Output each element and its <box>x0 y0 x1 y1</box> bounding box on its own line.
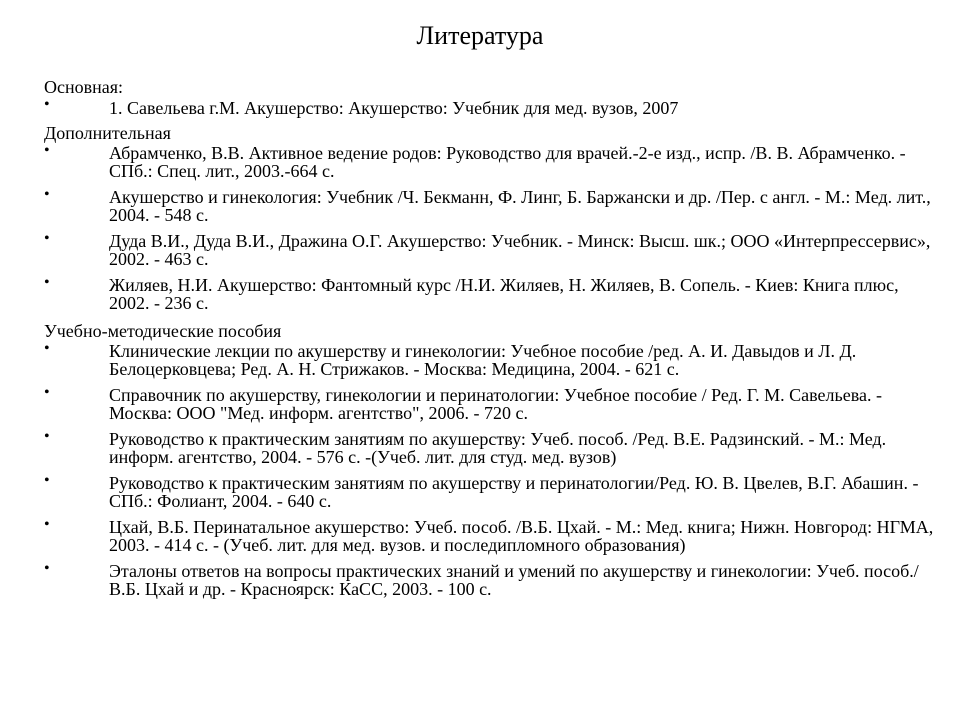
list-item-text: Дуда В.И., Дуда В.И., Дражина О.Г. Акушерство: Учебник. - Минск: Высш. шк.; ООО «Интерпрессервис», 2002. - 463 с. <box>109 231 931 269</box>
list-item <box>44 232 934 268</box>
bullet-icon: • <box>44 516 50 533</box>
bullet-icon: • <box>44 384 50 401</box>
section-heading-main: Основная: <box>44 77 124 97</box>
main-literature-list <box>44 98 934 118</box>
list-item-text: Цхай, В.Б. Перинатальное акушерство: Учеб. пособ. /В.Б. Цхай. - М.: Мед. книга; Нижн. Новгород: НГМА, 2003. - 414 с. - (Учеб. лит. для мед. вузов. и последипломного образования) <box>109 517 934 555</box>
list-item-text: Абрамченко, В.В. Активное ведение родов: Руководство для врачей.-2-е изд., испр. /В. В. Абрамченко. - СПб.: Спец. лит., 2003.-664 с. <box>109 143 906 181</box>
bullet-icon: • <box>44 472 50 489</box>
list-item <box>44 518 934 554</box>
list-item <box>44 144 934 180</box>
list-item <box>44 342 934 378</box>
list-item-text: Эталоны ответов на вопросы практических знаний и умений по акушерству и гинекологии: Учеб. пособ./ В.Б. Цхай и др. - Красноярск: КаСС, 2003. - 100 с. <box>109 561 919 599</box>
additional-literature-list <box>44 144 934 312</box>
bullet-icon: • <box>44 186 50 203</box>
section-heading-additional: Дополнительная <box>44 123 171 143</box>
list-item <box>44 562 934 598</box>
bullet-icon: • <box>44 274 50 291</box>
bullet-icon: • <box>44 230 50 247</box>
bullet-icon: • <box>44 96 50 113</box>
list-item-text: Клинические лекции по акушерству и гинекологии: Учебное пособие /ред. А. И. Давыдов и Л. Д. Белоцерковцева; Ред. А. Н. Стрижаков. - Москва: Медицина, 2004. - 621 с. <box>109 341 857 379</box>
list-item-text: Акушерство и гинекология: Учебник /Ч. Бекманн, Ф. Линг, Б. Баржански и др. /Пер. с англ. - М.: Мед. лит., 2004. - 548 с. <box>109 187 931 225</box>
bullet-icon: • <box>44 428 50 445</box>
bullet-icon: • <box>44 560 50 577</box>
bullet-icon: • <box>44 340 50 357</box>
bibliography-content <box>44 76 934 606</box>
list-item <box>44 474 934 510</box>
page-title: Литература <box>416 21 544 50</box>
list-item <box>44 430 934 466</box>
list-item <box>44 386 934 422</box>
list-item-text: 1. Савельева г.М. Акушерство: Акушерство: Учебник для мед. вузов, 2007 <box>109 98 679 118</box>
list-item <box>44 188 934 224</box>
list-item <box>44 276 934 312</box>
list-item-text: Руководство к практическим занятиям по акушерству и перинатологии/Ред. Ю. В. Цвелев, В.Г. Абашин. - СПб.: Фолиант, 2004. - 640 с. <box>109 473 919 511</box>
section-heading-methodical: Учебно-методические пособия <box>44 321 282 341</box>
list-item-text: Справочник по акушерству, гинекологии и перинатологии: Учебное пособие / Ред. Г. М. Савельева. - Москва: ООО "Мед. информ. агентство", 2006. - 720 с. <box>109 385 882 423</box>
bullet-icon: • <box>44 142 50 159</box>
list-item <box>44 98 934 118</box>
list-item-text: Руководство к практическим занятиям по акушерству: Учеб. пособ. /Ред. В.Е. Радзинский. - М.: Мед. информ. агентство, 2004. - 576 с. -(Учеб. лит. для студ. мед. вузов) <box>109 429 887 467</box>
methodical-literature-list <box>44 342 934 598</box>
list-item-text: Жиляев, Н.И. Акушерство: Фантомный курс /Н.И. Жиляев, Н. Жиляев, В. Сопель. - Киев: Книга плюс, 2002. - 236 с. <box>109 275 899 313</box>
